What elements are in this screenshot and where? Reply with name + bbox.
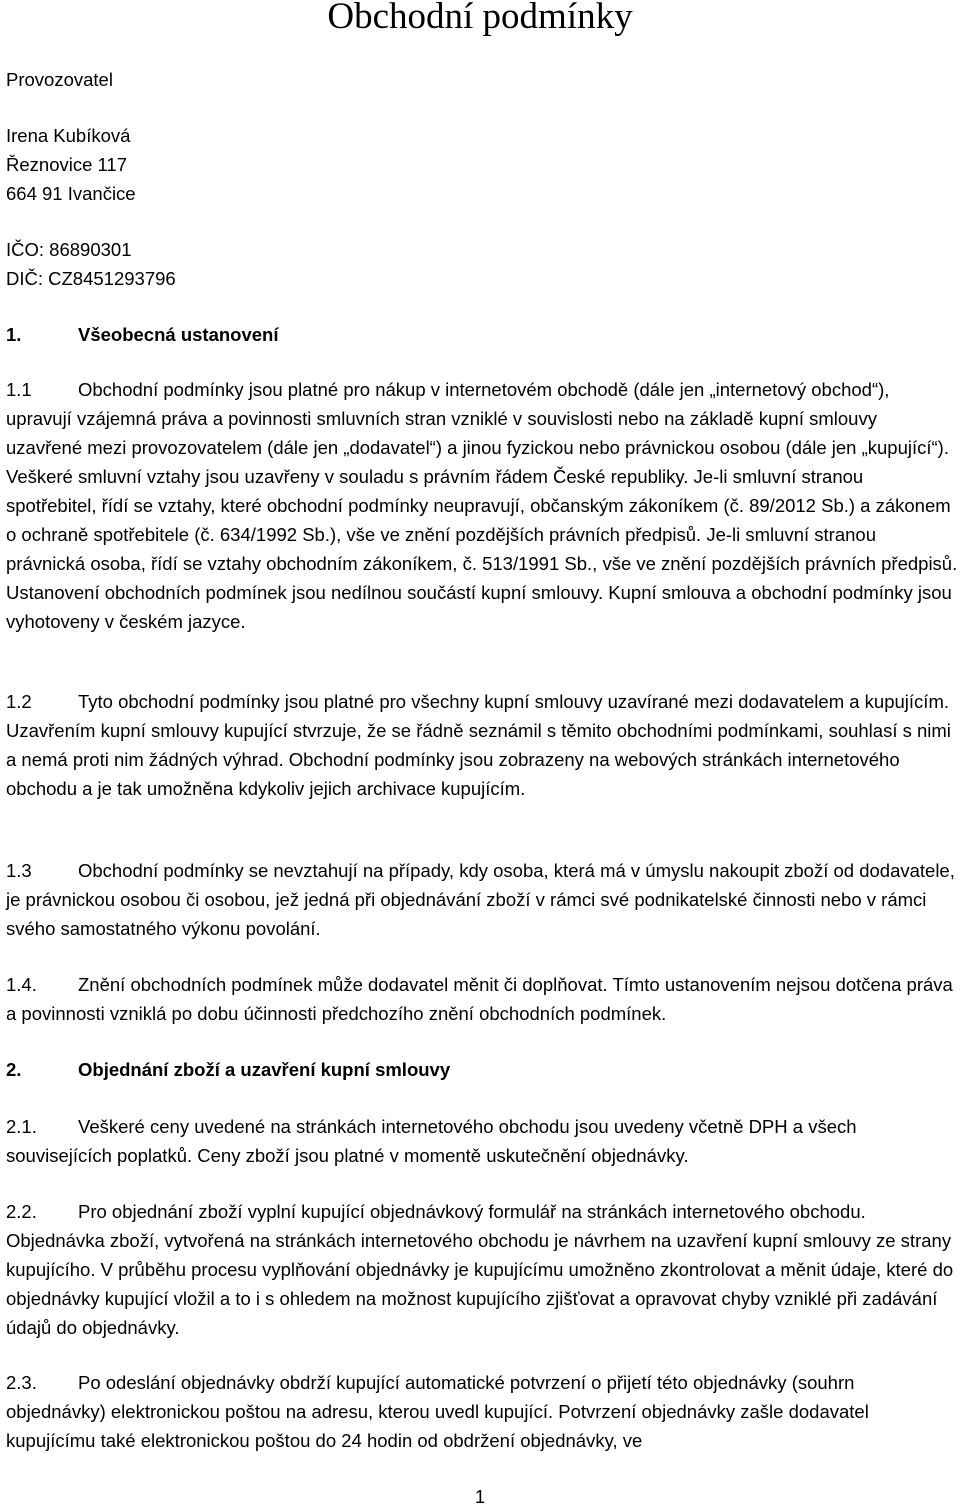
operator-name: Irena Kubíková: [6, 125, 131, 146]
operator-dic: DIČ: CZ8451293796: [6, 268, 176, 289]
paragraph: [6, 1368, 958, 1455]
paragraph: [6, 687, 958, 803]
paragraph-text: Pro objednání zboží vyplní kupující objednávkový formulář na stránkách internetového obchodu. Objednávka zboží, vytvořená na stránkách internetového obchodu je návrhem na uzavření kupní smlouvy ze strany kupujícího. V průběhu procesu vyplňování objednávky je kupujícímu umožněno zkontrolovat a měnit údaje, které do objednávky kupující vložil a to i s ohledem na možnost kupujícího zjišťovat a opravovat chyby vzniklé při zadávání údajů do objednávky.: [6, 1201, 954, 1338]
section-title: Objednání zboží a uzavření kupní smlouvy: [78, 1059, 451, 1080]
document-title: Obchodní podmínky: [327, 0, 633, 37]
section-heading: [6, 320, 278, 349]
operator-street: Řeznovice 117: [6, 154, 128, 175]
page-number: 1: [474, 1486, 486, 1507]
section-number: 2.: [6, 1059, 22, 1080]
paragraph: [6, 1112, 958, 1170]
paragraph-number: 2.3.: [6, 1372, 37, 1393]
paragraph-number: 1.3: [6, 860, 32, 881]
paragraph: [6, 856, 958, 943]
paragraph: [6, 1197, 958, 1342]
operator-ico: IČO: 86890301: [6, 239, 132, 260]
paragraph-text: Po odeslání objednávky obdrží kupující automatické potvrzení o přijetí této objednávky (souhrn objednávky) elektronickou poštou na adresu, kterou uvedl kupující. Potvrzení objednávky zašle dodavatel kupujícímu také elektronickou poštou do 24 hodin od obdržení objednávky, ve: [6, 1372, 869, 1451]
paragraph-text: Veškeré ceny uvedené na stránkách internetového obchodu jsou uvedeny včetně DPH a všech souvisejících poplatků. Ceny zboží jsou platné v momentě uskutečnění objednávky.: [6, 1116, 857, 1166]
paragraph-text: Obchodní podmínky se nevztahují na případy, kdy osoba, která má v úmyslu nakoupit zboží od dodavatele, je právnickou osobou či osobou, jež jedná při objednávání zboží v rámci své podnikatelské činnosti nebo v rámci svého samostatného výkonu povolání.: [6, 860, 955, 939]
section-number: 1.: [6, 324, 22, 345]
paragraph-number: 1.1: [6, 379, 32, 400]
section-title: Všeobecná ustanovení: [78, 324, 279, 345]
paragraph-text: Znění obchodních podmínek může dodavatel měnit či doplňovat. Tímto ustanovením nejsou dotčena práva a povinnosti vzniklá po dobu účinnosti předchozího znění obchodních podmínek.: [6, 974, 953, 1024]
operator-heading: Provozovatel: [6, 69, 113, 90]
paragraph-number: 1.4.: [6, 974, 37, 995]
paragraph-number: 2.1.: [6, 1116, 37, 1137]
paragraph-number: 2.2.: [6, 1201, 37, 1222]
paragraph: [6, 970, 958, 1028]
operator-city: 664 91 Ivančice: [6, 183, 136, 204]
paragraph-number: 1.2: [6, 691, 32, 712]
paragraph: [6, 375, 958, 636]
section-heading: [6, 1055, 450, 1084]
paragraph-text: Obchodní podmínky jsou platné pro nákup v internetovém obchodě (dále jen „internetový obchod“), upravují vzájemná práva a povinnosti smluvních stran vzniklé v souvislosti nebo na základě kupní smlouvy uzavřené mezi provozovatelem (dále jen „dodavatel“) a jinou fyzickou nebo právnickou osobou (dále jen „kupující“). Veškeré smluvní vztahy jsou uzavřeny v souladu s právním řádem České republiky. Je-li smluvní stranou spotřebitel, řídí se vztahy, které obchodní podmínky neupravují, občanským zákoníkem (č. 89/2012 Sb.) a zákonem o ochraně spotřebitele (č. 634/1992 Sb.), vše ve znění pozdějších právních předpisů. Je-li smluvní stranou právnická osoba, řídí se vztahy obchodním zákoníkem, č. 513/1991 Sb., vše ve znění pozdějších právních předpisů. Ustanovení obchodních podmínek jsou nedílnou součástí kupní smlouvy. Kupní smlouva a obchodní podmínky jsou vyhotoveny v českém jazyce.: [6, 379, 958, 632]
paragraph-text: Tyto obchodní podmínky jsou platné pro všechny kupní smlouvy uzavírané mezi dodavatelem a kupujícím. Uzavřením kupní smlouvy kupující stvrzuje, že se řádně seznámil s těmito obchodními podmínkami, souhlasí s nimi a nemá proti nim žádných výhrad. Obchodní podmínky jsou zobrazeny na webových stránkách internetového obchodu a je tak umožněna kdykoliv jejich archivace kupujícím.: [6, 691, 951, 799]
